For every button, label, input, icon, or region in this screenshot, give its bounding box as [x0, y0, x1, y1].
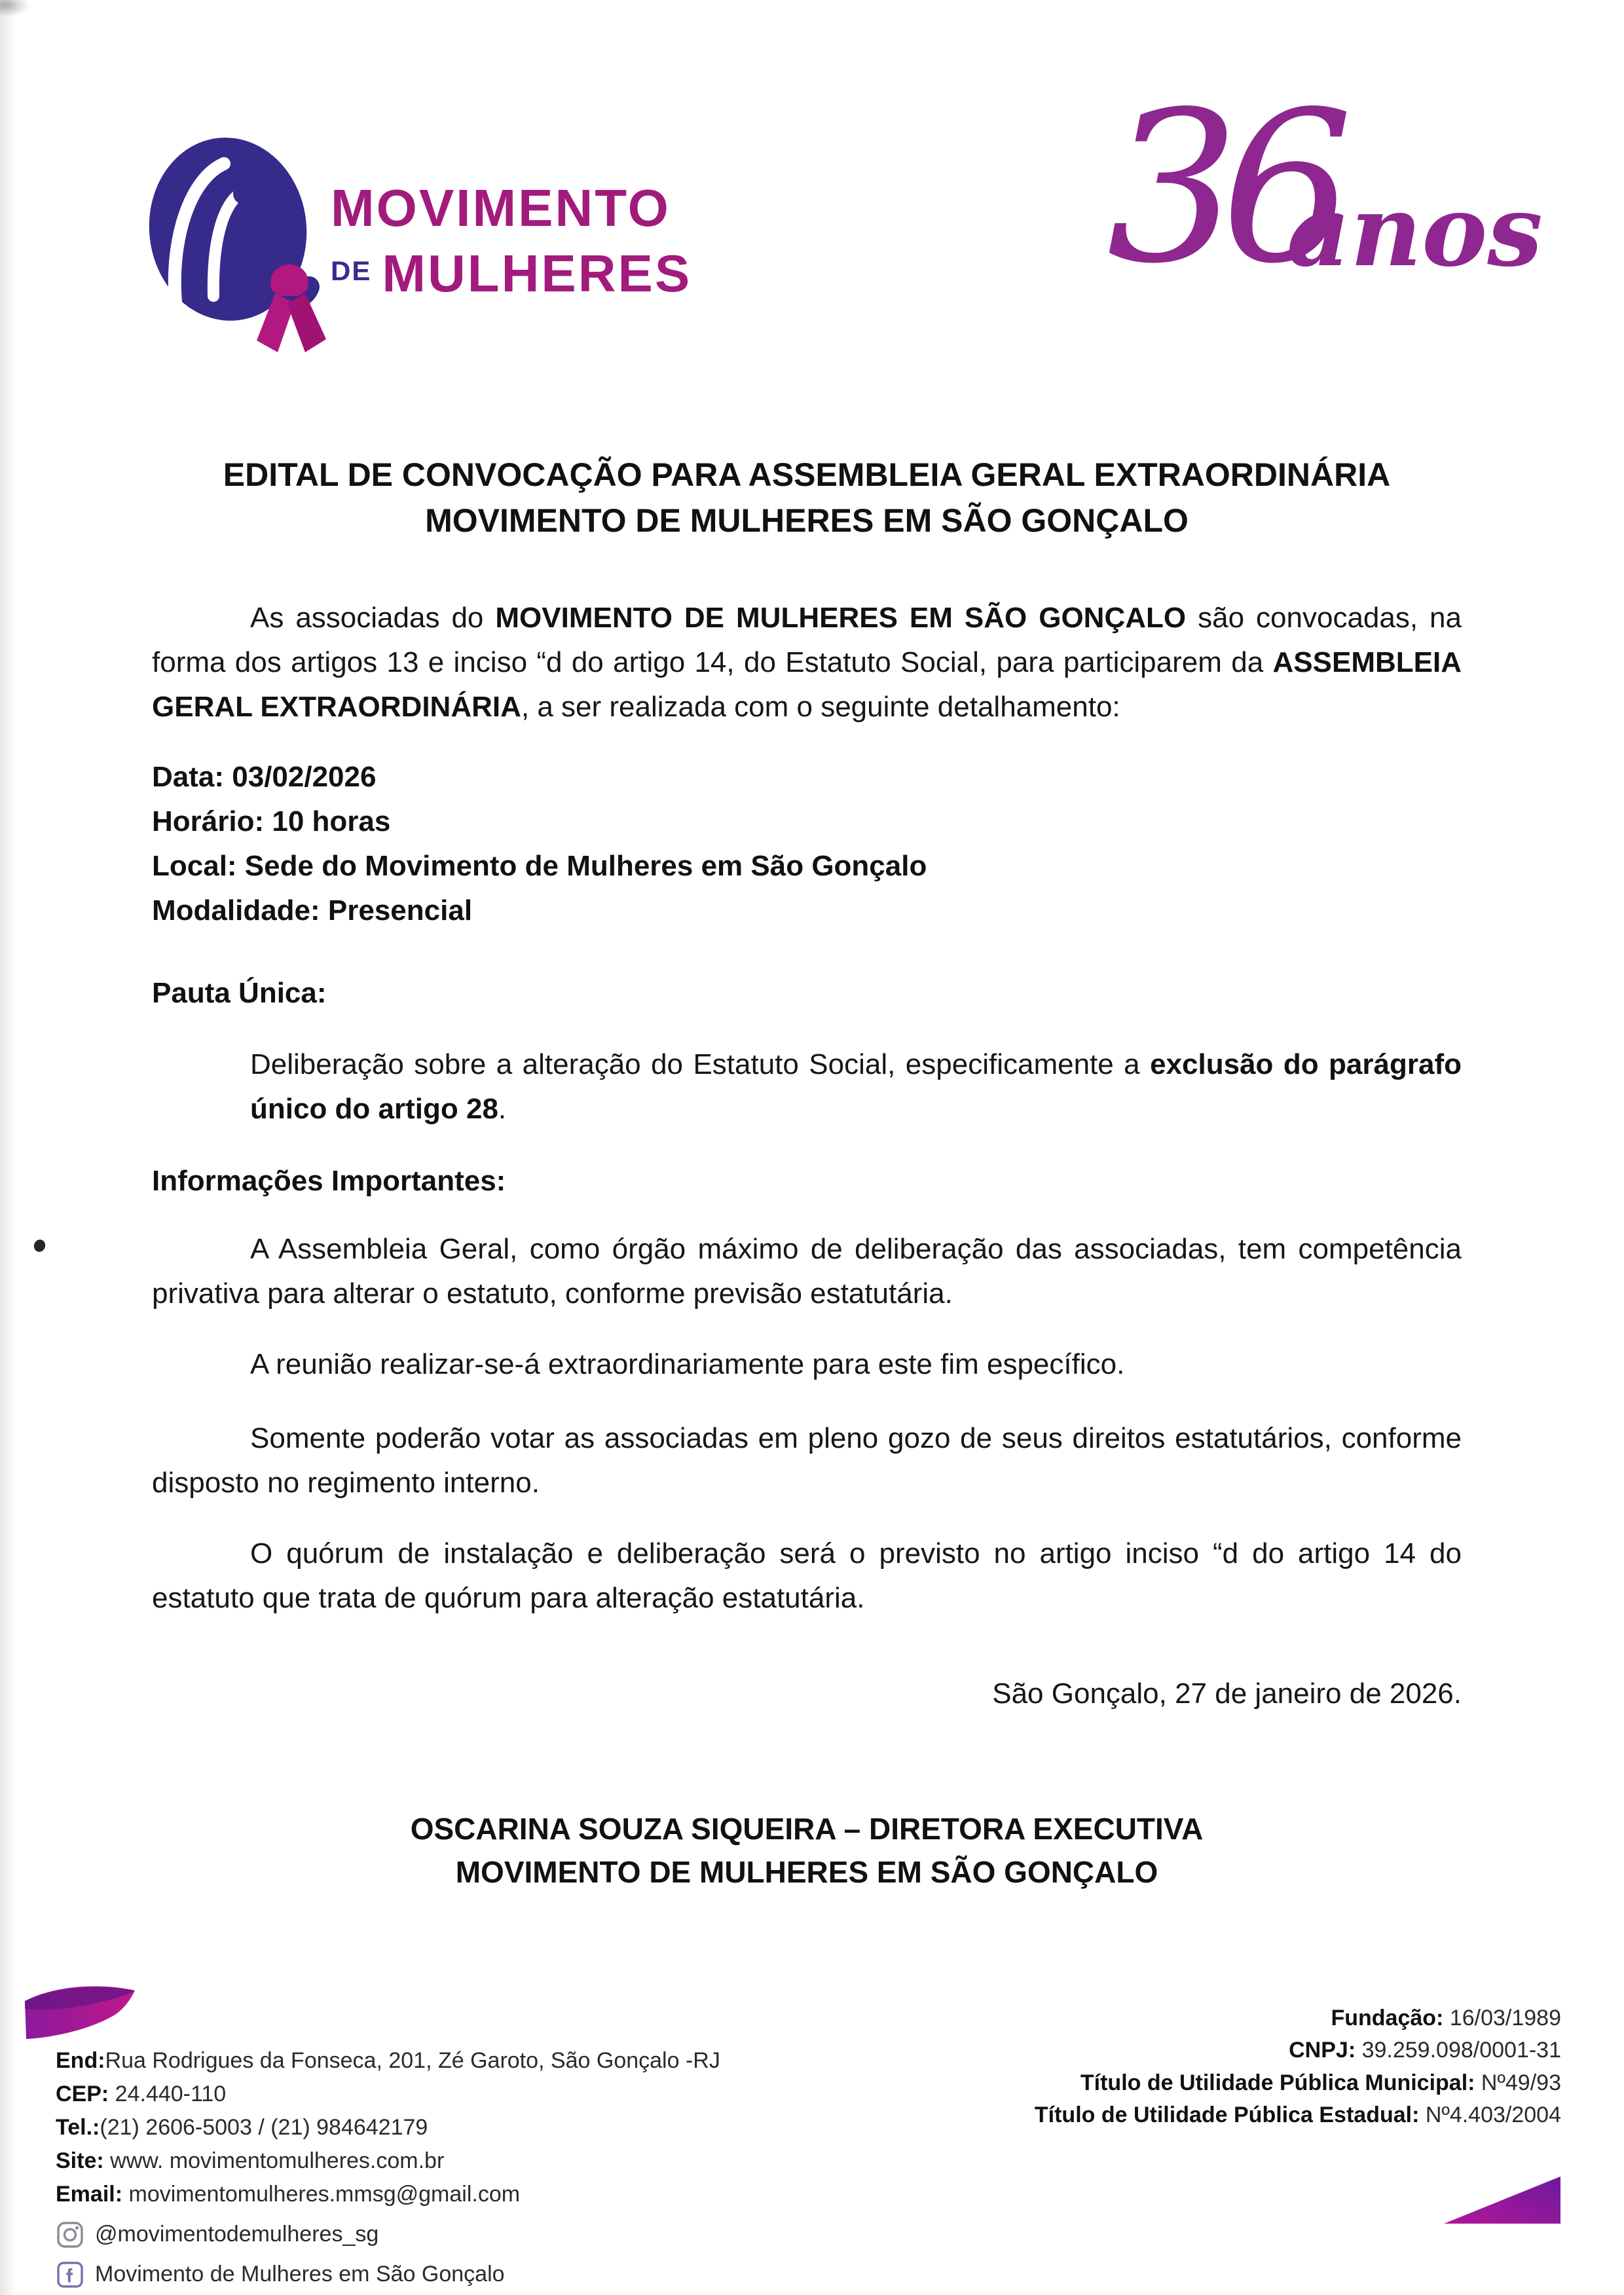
facebook-page-name: Movimento de Mulheres em São Gonçalo	[95, 2262, 505, 2286]
anniversary-36-anos-logo	[1107, 67, 1543, 313]
footer-legal-block	[1035, 2002, 1561, 2131]
municipal-title-label: Título de Utilidade Pública Municipal:	[1080, 2070, 1475, 2095]
email-label: Email:	[56, 2182, 123, 2207]
para1-bold-org-name: MOVIMENTO DE MULHERES EM SÃO GONÇALO	[495, 602, 1187, 634]
logo-line2	[331, 244, 692, 303]
title-line-2: MOVIMENTO DE MULHERES EM SÃO GONÇALO	[425, 502, 1189, 539]
page-title	[152, 452, 1462, 543]
address-label: End:	[56, 2048, 105, 2073]
foundation-value: 16/03/1989	[1443, 2006, 1561, 2030]
scan-dot-artifact	[32, 1238, 46, 1254]
agenda-text: Deliberação sobre a alteração do Estatuto Social, especificamente a	[250, 1048, 1151, 1080]
logo-word-de: DE	[331, 255, 372, 286]
important-info-heading: Informações Importantes:	[152, 1164, 506, 1197]
detail-location: Local: Sede do Movimento de Mulheres em São Gonçalo	[152, 849, 927, 882]
info-paragraph-1: A Assembleia Geral, como órgão máximo de deliberação das associadas, tem competência privativa para alterar o estatuto, conforme previsão estatutária.	[152, 1233, 1462, 1310]
paragraph-convocation	[152, 596, 1462, 730]
instagram-icon	[56, 2220, 84, 2249]
footer-site-line	[56, 2144, 720, 2178]
document-body	[152, 452, 1462, 1894]
cep-value: 24.440-110	[109, 2082, 227, 2106]
scan-corner-smudge	[0, 0, 30, 17]
detail-modality: Modalidade: Presencial	[152, 894, 473, 927]
footer-contact-block	[56, 2044, 720, 2291]
state-title-value: Nº4.403/2004	[1419, 2102, 1561, 2127]
address-value: Rua Rodrigues da Fonseca, 201, Zé Garoto, São Gonçalo -RJ	[105, 2048, 720, 2073]
footer-state-title-line	[1035, 2099, 1561, 2131]
cnpj-label: CNPJ:	[1289, 2038, 1356, 2063]
logo-m-ribbon-emblem-icon	[138, 131, 334, 357]
cep-label: CEP:	[56, 2082, 109, 2106]
meeting-details	[152, 755, 1462, 934]
footer-instagram-line	[56, 2218, 720, 2251]
info-paragraph-2: A reunião realizar-se-á extraordinariamente para este fim específico.	[250, 1348, 1125, 1381]
para1-text-2: são convocadas, na forma dos artigos 13 e inciso “d do artigo 14, do Estatuto Social, para participarem da	[152, 602, 1462, 679]
instagram-handle: @movimentodemulheres_sg	[95, 2222, 379, 2247]
email-value: movimentomulheres.mmsg@gmail.com	[122, 2182, 521, 2207]
info-paragraph-3: Somente poderão votar as associadas em pleno gozo de seus direitos estatutários, conforme disposto no regimento interno.	[152, 1422, 1462, 1499]
agenda-text-2: .	[498, 1092, 507, 1125]
org-logo-text	[331, 179, 692, 303]
footer-address-line	[56, 2044, 720, 2078]
logo-word-movimento: MOVIMENTO	[331, 179, 671, 237]
footer-cep-line	[56, 2078, 720, 2111]
signature-block	[152, 1807, 1462, 1894]
footer-tel-line	[56, 2111, 720, 2144]
tel-label: Tel.:	[56, 2115, 100, 2140]
corner-triangle-decoration	[1444, 2174, 1563, 2229]
detail-time: Horário: 10 horas	[152, 805, 391, 837]
facebook-icon	[56, 2260, 84, 2289]
agenda-heading: Pauta Única:	[152, 977, 327, 1010]
footer-facebook-line	[56, 2258, 720, 2291]
footer-foundation-line	[1035, 2002, 1561, 2034]
signature-name-role: OSCARINA SOUZA SIQUEIRA – DIRETORA EXECUTIVA	[410, 1811, 1204, 1846]
foundation-label: Fundação:	[1331, 2006, 1444, 2030]
logo-word-mulheres: MULHERES	[382, 244, 692, 303]
footer-cnpj-line	[1035, 2034, 1561, 2066]
cnpj-value: 39.259.098/0001-31	[1356, 2038, 1561, 2063]
signature-org: MOVIMENTO DE MULHERES EM SÃO GONÇALO	[455, 1855, 1158, 1890]
title-line-1: EDITAL DE CONVOCAÇÃO PARA ASSEMBLEIA GERAL EXTRAORDINÁRIA	[223, 456, 1391, 493]
municipal-title-value: Nº49/93	[1475, 2070, 1561, 2095]
site-value: www. movimentomulheres.com.br	[103, 2148, 445, 2173]
agenda-paragraph	[250, 1042, 1462, 1131]
para1-text-3: , a ser realizada com o seguinte detalhamento:	[521, 691, 1120, 724]
footer-email-line	[56, 2178, 720, 2211]
para1-bold-assembly: ASSEMBLEIA GERAL EXTRAORDINÁRIA	[152, 646, 1462, 724]
tel-value: (21) 2606-5003 / (21) 984642179	[100, 2115, 428, 2140]
scan-edge-shadow	[0, 0, 17, 2295]
state-title-label: Título de Utilidade Pública Estadual:	[1034, 2102, 1420, 2127]
info-paragraph-4: O quórum de instalação e deliberação será o previsto no artigo inciso “d do artigo 14 do estatuto que trata de quórum para alteração estatutária.	[152, 1537, 1462, 1615]
para1-text: As associadas do	[250, 602, 496, 634]
date-place-line: São Gonçalo, 27 de janeiro de 2026.	[992, 1678, 1462, 1710]
agenda-bold-exclusion: exclusão do parágrafo único do artigo 28	[250, 1048, 1462, 1125]
site-label: Site:	[56, 2148, 104, 2173]
footer-municipal-title-line	[1035, 2067, 1561, 2099]
footer-swoosh-decoration	[24, 1981, 139, 2042]
anniversary-number: 36	[1107, 67, 1335, 309]
detail-date: Data: 03/02/2026	[152, 760, 377, 793]
anniversary-word: anos	[1287, 174, 1543, 289]
